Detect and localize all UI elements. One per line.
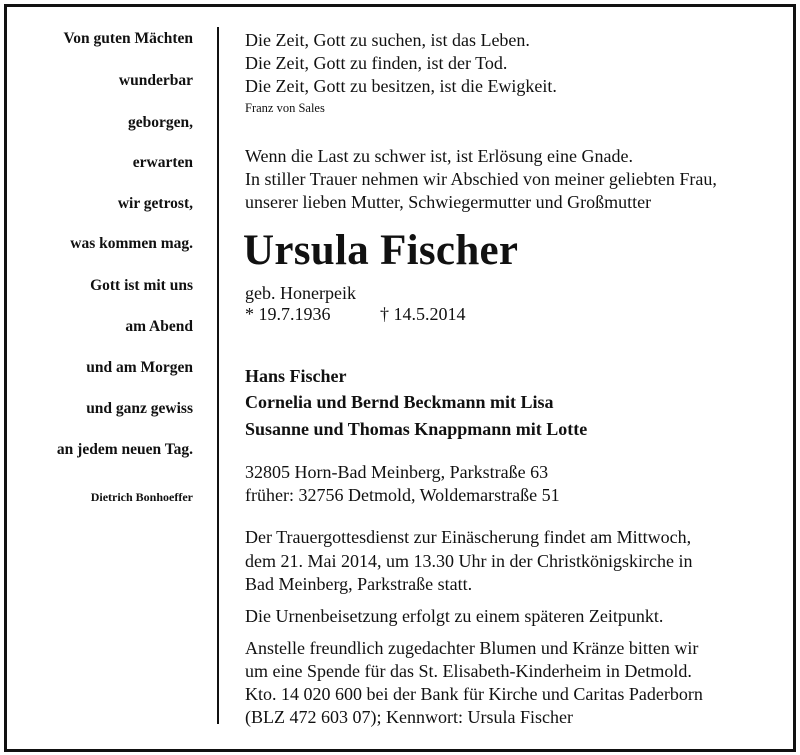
- birth-date: * 19.7.1936: [245, 304, 331, 324]
- service-line: Der Trauergottesdienst zur Einäscherung findet am Mittwoch,: [245, 527, 692, 547]
- donation-line: um eine Spende für das St. Elisabeth-Kinderheim in Detmold.: [245, 661, 692, 681]
- poem-author: Dietrich Bonhoeffer: [90, 490, 193, 504]
- mourner: Hans Fischer: [245, 366, 347, 386]
- burial-note: Die Urnenbeisetzung erfolgt zu einem späteren Zeitpunkt.: [245, 606, 664, 626]
- donation-line: Kto. 14 020 600 bei der Bank für Kirche und Caritas Paderborn: [245, 684, 703, 704]
- mourner: Susanne und Thomas Knappmann mit Lotte: [245, 419, 588, 439]
- quote-line: Die Zeit, Gott zu besitzen, ist die Ewigkeit.: [245, 76, 557, 96]
- column-divider: [217, 27, 219, 724]
- intro-line: In stiller Trauer nehmen wir Abschied von meiner geliebten Frau,: [245, 169, 717, 189]
- intro-line: Wenn die Last zu schwer ist, ist Erlösung eine Gnade.: [245, 146, 633, 166]
- address-line: früher: 32756 Detmold, Woldemarstraße 51: [245, 485, 560, 505]
- maiden-name: geb. Honerpeik: [245, 283, 356, 303]
- poem-line: Gott ist mit uns: [90, 277, 193, 294]
- service-line: Bad Meinberg, Parkstraße statt.: [245, 574, 473, 594]
- poem-line: Von guten Mächten: [63, 30, 193, 47]
- poem-line: geborgen,: [127, 114, 193, 131]
- service-line: dem 21. Mai 2014, um 13.30 Uhr in der Christkönigskirche in: [245, 551, 693, 571]
- poem-line: erwarten: [132, 154, 193, 171]
- poem-line: wunderbar: [118, 72, 193, 89]
- mourner: Cornelia und Bernd Beckmann mit Lisa: [245, 392, 554, 412]
- poem-line: am Abend: [125, 318, 193, 335]
- quote-line: Die Zeit, Gott zu finden, ist der Tod.: [245, 53, 508, 73]
- poem-line: was kommen mag.: [70, 235, 193, 252]
- quote-author: Franz von Sales: [245, 101, 325, 115]
- deceased-name: Ursula Fischer: [243, 227, 519, 274]
- poem-line: und am Morgen: [86, 359, 193, 376]
- quote-line: Die Zeit, Gott zu suchen, ist das Leben.: [245, 30, 530, 50]
- poem-line: wir getrost,: [117, 195, 193, 212]
- donation-line: (BLZ 472 603 07); Kennwort: Ursula Fischer: [245, 707, 573, 727]
- poem-line: an jedem neuen Tag.: [56, 441, 193, 458]
- intro-line: unserer lieben Mutter, Schwiegermutter und Großmutter: [245, 192, 652, 212]
- donation-line: Anstelle freundlich zugedachter Blumen und Kränze bitten wir: [245, 638, 699, 658]
- death-date: † 14.5.2014: [380, 304, 466, 324]
- poem-line: und ganz gewiss: [86, 400, 193, 417]
- address-line: 32805 Horn-Bad Meinberg, Parkstraße 63: [245, 462, 549, 482]
